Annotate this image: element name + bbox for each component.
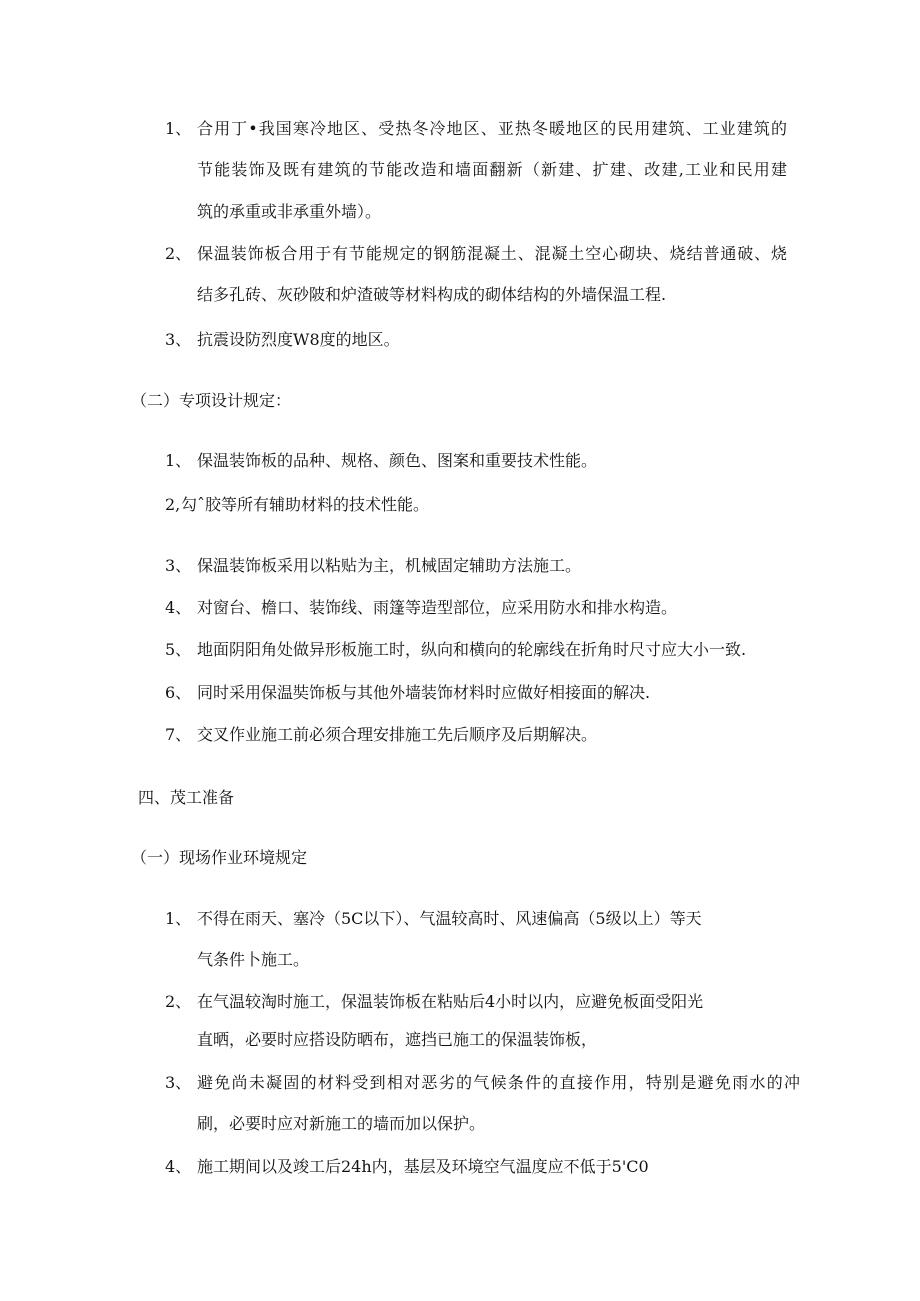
design-item-5-text: 地面阴阳角处做异形板施工时，纵向和横向的轮廓线在折角时尺寸应大小一致. (197, 640, 747, 659)
design-item-2-num: 2, (165, 495, 181, 514)
scope-item-3-num: 3、 (165, 330, 192, 349)
env-item-3-line-2: 刷，必要时应对新施工的墙而加以保护。 (197, 1114, 486, 1133)
section4-sub-heading: （一）现场作业环境规定 (131, 848, 308, 867)
env-item-2-line-1: 在气温较淘时施工，保温装饰板在粘贴后4小时以内，应避免板面受阳光 (197, 992, 704, 1011)
scope-item-2-line-1: 保温装饰板合用于有节能规定的钢筋混凝土、混凝土空心砌块、烧结普通破、烧 (197, 244, 787, 263)
scope-item-1-num: 1、 (165, 119, 192, 138)
design-item-4-num: 4、 (165, 598, 192, 617)
env-item-3-num: 3、 (165, 1073, 192, 1092)
env-item-1-num: 1、 (165, 909, 192, 928)
scope-item-2-line-2: 结多孔砖、灰砂陂和炉渣破等材料构成的砌体结构的外墙保温工程. (197, 285, 667, 304)
design-item-3-num: 3、 (165, 556, 192, 575)
design-item-7-text: 交叉作业施工前必须合理安排施工先后顺序及后期解决。 (197, 725, 598, 744)
env-item-2-num: 2、 (165, 992, 192, 1011)
env-item-4-num: 4、 (165, 1157, 192, 1176)
design-item-1-num: 1、 (165, 451, 192, 470)
env-item-2-line-2: 直晒，必要时应搭设防晒布，遮挡已施工的保温装饰板， (197, 1030, 598, 1049)
env-item-1-line-1: 不得在雨天、塞冷（5C以下）、气温较高时、风速偏高（5级以上）等天 (197, 909, 702, 928)
design-item-6-text: 同时采用保温奘饰板与其他外墙装饰材料时应做好相接面的解决. (197, 683, 651, 702)
scope-item-1-line-2: 节能装饰及既有建筑的节能改造和墙面翻新（新建、扩建、改建,工业和民用建 (197, 160, 787, 179)
scope-item-1-line-1: 合用丁•我国寒冷地区、受热冬冷地区、亚热冬暖地区的民用建筑、工业建筑的 (197, 119, 787, 138)
design-heading: （二）专项设计规定： (131, 391, 292, 410)
design-item-3-text: 保温装饰板采用以粘贴为主，机械固定辅助方法施工。 (197, 556, 582, 575)
scope-item-2-num: 2、 (165, 244, 192, 263)
section4-heading: 四、茂工准备 (138, 788, 235, 807)
env-item-3-line-1: 避免尚未凝固的材料受到相对恶劣的气候条件的直接作用，特别是避免雨水的冲 (197, 1073, 800, 1092)
design-item-4-text: 对窗台、檐口、装饰线、雨篷等造型部位，应采用防水和排水构造。 (197, 598, 678, 617)
scope-item-1-line-3: 筑的承重或非承重外墙）。 (197, 202, 382, 221)
design-item-1-text: 保温装饰板的品种、规格、颜色、图案和重要技术性能。 (197, 451, 598, 470)
design-item-6-num: 6、 (165, 683, 192, 702)
design-item-5-num: 5、 (165, 640, 192, 659)
env-item-1-line-2: 气条件卜施工。 (197, 950, 310, 969)
design-item-7-num: 7、 (165, 725, 192, 744)
design-item-2-text: 勾ˆ胶等所有辅助材料的技术性能。 (181, 495, 430, 514)
scope-item-3-text: 抗震设防烈度W8度的地区。 (197, 330, 400, 349)
env-item-4-text: 施工期间以及竣工后24h内，基层及环境空气温度应不低于5'C0 (197, 1157, 649, 1176)
